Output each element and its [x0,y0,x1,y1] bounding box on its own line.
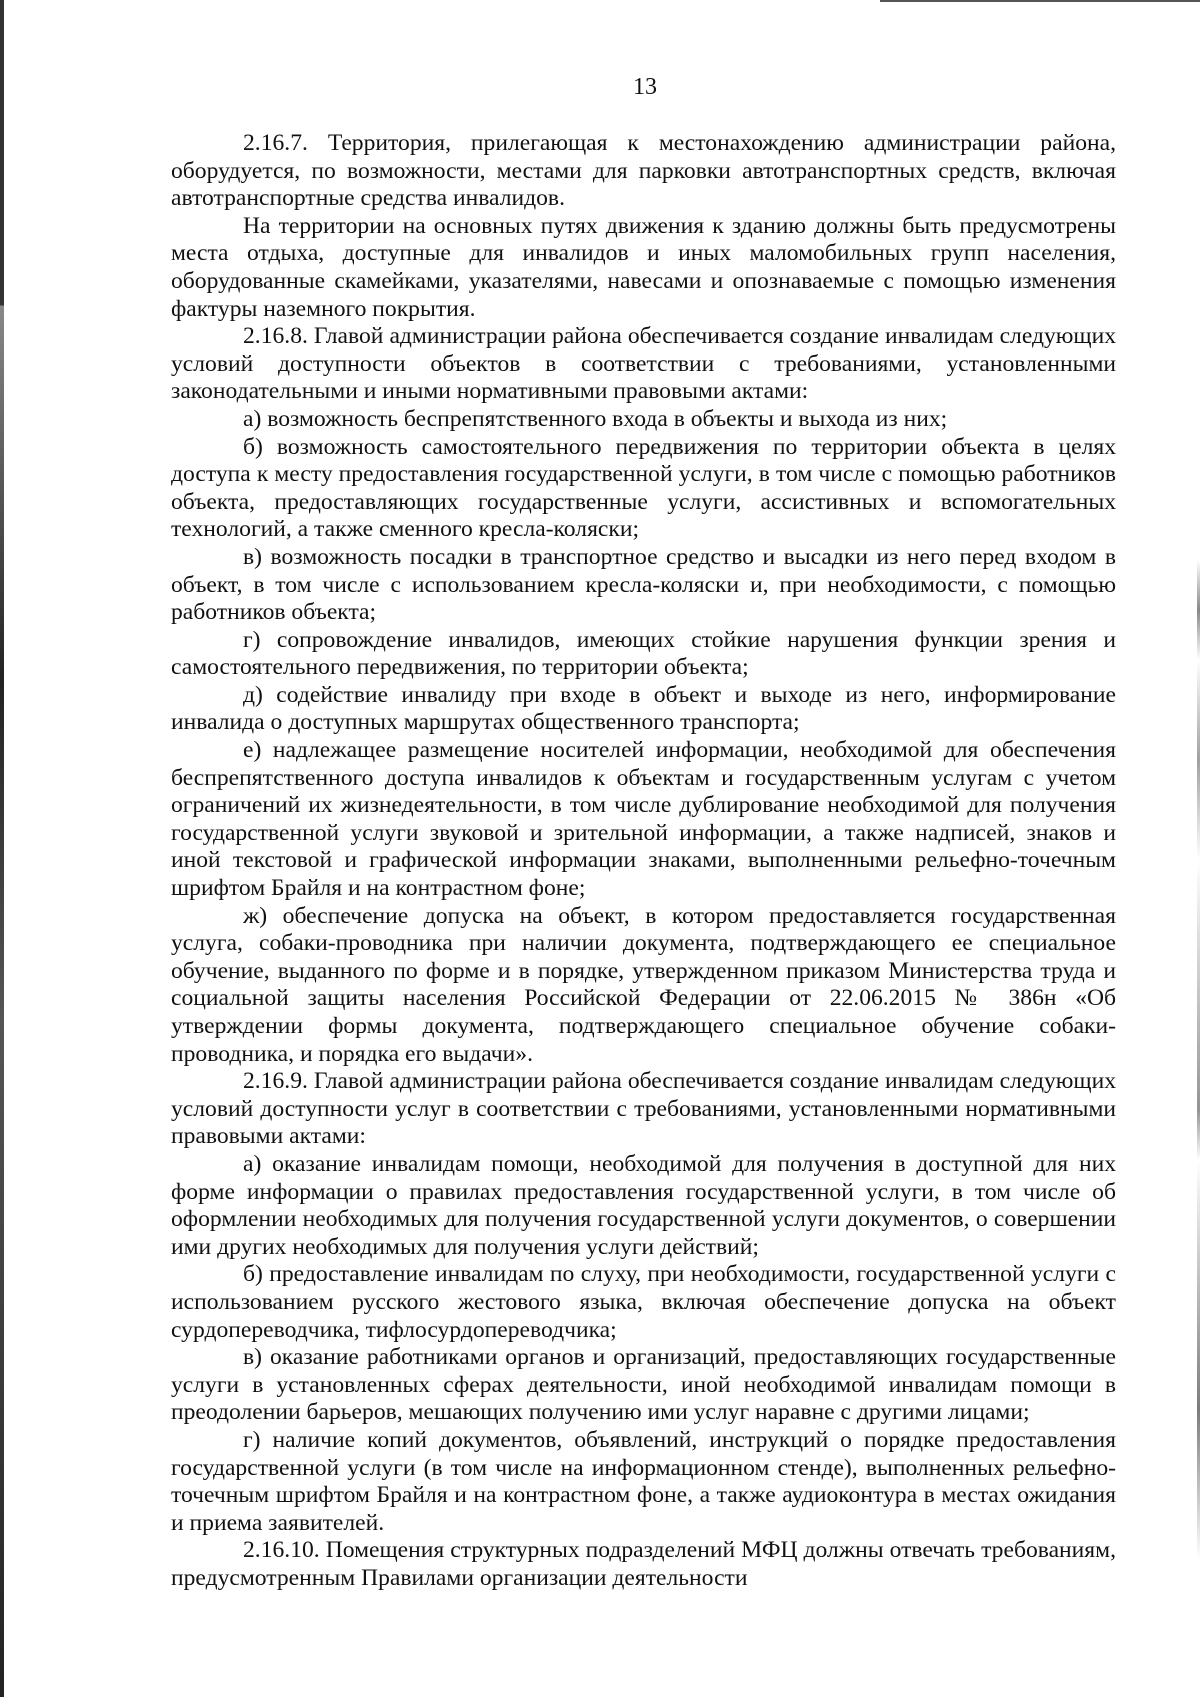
list-item-2-16-8-v: в) возможность посадки в транспортное средство и высадки из него перед входом в объект, в том числе с использованием кресла-коляски и, при необходимости, с помощью работников объекта; [171,543,1116,626]
paragraph-2-16-10: 2.16.10. Помещения структурных подразделений МФЦ должны отвечать требованиям, предусмотренным Правилами организации деятельности [171,1537,1116,1591]
list-item-2-16-9-g: г) наличие копий документов, объявлений, инструкций о порядке предоставления государственной услуги (в том числе на информационном стенде), выполненных рельефно-точечным шрифтом Брайля и на контрастном фоне, а также аудиоконтура в местах ожидания и приема заявителей. [171,1426,1116,1536]
paragraph-2-16-8: 2.16.8. Главой администрации района обеспечивается создание инвалидам следующих условий доступности объектов в соответствии с требованиями, установленными законодательными и иными нормативными правовыми актами: [171,323,1116,405]
page-number: 13 [633,74,657,100]
list-item-2-16-8-a: а) возможность беспрепятственного входа в объекты и выхода из них; [243,405,948,432]
scan-edge-top [880,0,1200,2]
paragraph-rest-areas: На территории на основных путях движения к зданию должны быть предусмотрены места отдыха, доступные для инвалидов и иных маломобильных групп населения, оборудованные скамейками, указателями, навесами и опознаваемые с помощью изменения фактуры наземного покрытия. [171,212,1116,322]
list-item-2-16-8-g: г) сопровождение инвалидов, имеющих стойкие нарушения функции зрения и самостоятельного передвижения, по территории объекта; [171,626,1116,681]
list-item-2-16-9-b: б) предоставление инвалидам по слуху, при необходимости, государственной услуги с использованием русского жестового языка, включая обеспечение допуска на объект сурдопереводчика, тифлосурдопереводчика; [171,1261,1116,1343]
list-item-2-16-9-v: в) оказание работниками органов и организаций, предоставляющих государственные услуги в установленных сферах деятельности, иной необходимой инвалидам помощи в преодолении барьеров, мешающих получению ими услуг наравне с другими лицами; [171,1344,1116,1426]
list-item-2-16-9-a: а) оказание инвалидам помощи, необходимой для получения в доступной для них форме информации о правилах предоставления государственной услуги, в том числе об оформлении необходимых для получения государственной услуги документов, о совершении ими других необходимых для получения услуги действий; [171,1150,1116,1260]
paragraph-2-16-7: 2.16.7. Территория, прилегающая к местонахождению администрации района, оборудуется, по возможности, местами для парковки автотранспортных средств, включая автотранспортные средства инвалидов. [171,130,1116,212]
list-item-2-16-8-b: б) возможность самостоятельного передвижения по территории объекта в целях доступа к месту предоставления государственной услуги, в том числе с помощью работников объекта, предоставляющих государственные услуги, ассистивных и вспомогательных технологий, а также сменного кресла-коляски; [171,433,1116,543]
paragraph-2-16-9: 2.16.9. Главой администрации района обеспечивается создание инвалидам следующих условий доступности услуг в соответствии с требованиями, установленными нормативными правовыми актами: [171,1068,1116,1150]
list-item-2-16-8-d: д) содействие инвалиду при входе в объект и выходе из него, информирование инвалида о доступных маршрутах общественного транспорта; [171,681,1116,736]
list-item-2-16-8-zh: ж) обеспечение допуска на объект, в котором предоставляется государственная услуга, собаки-проводника при наличии документа, подтверждающего ее специальное обучение, выданного по форме и в порядке, утвержденном приказом Министерства труда и социальной защиты населения Российской Федерации от 22.06.2015 № 386н «Об утверждении формы документа, подтверждающего специальное обучение собаки-проводника, и порядка его выдачи». [171,902,1116,1067]
document-body [171,130,1116,1592]
scan-edge-left [0,0,4,1697]
list-item-2-16-8-e: е) надлежащее размещение носителей информации, необходимой для обеспечения беспрепятственного доступа инвалидов к объектам и государственным услугам с учетом ограничений их жизнедеятельности, в том числе дублирование необходимой для получения государственной услуги звуковой и зрительной информации, а также надписей, знаков и иной текстовой и графической информации знаками, выполненными рельефно-точечным шрифтом Брайля и на контрастном фоне; [171,737,1116,902]
